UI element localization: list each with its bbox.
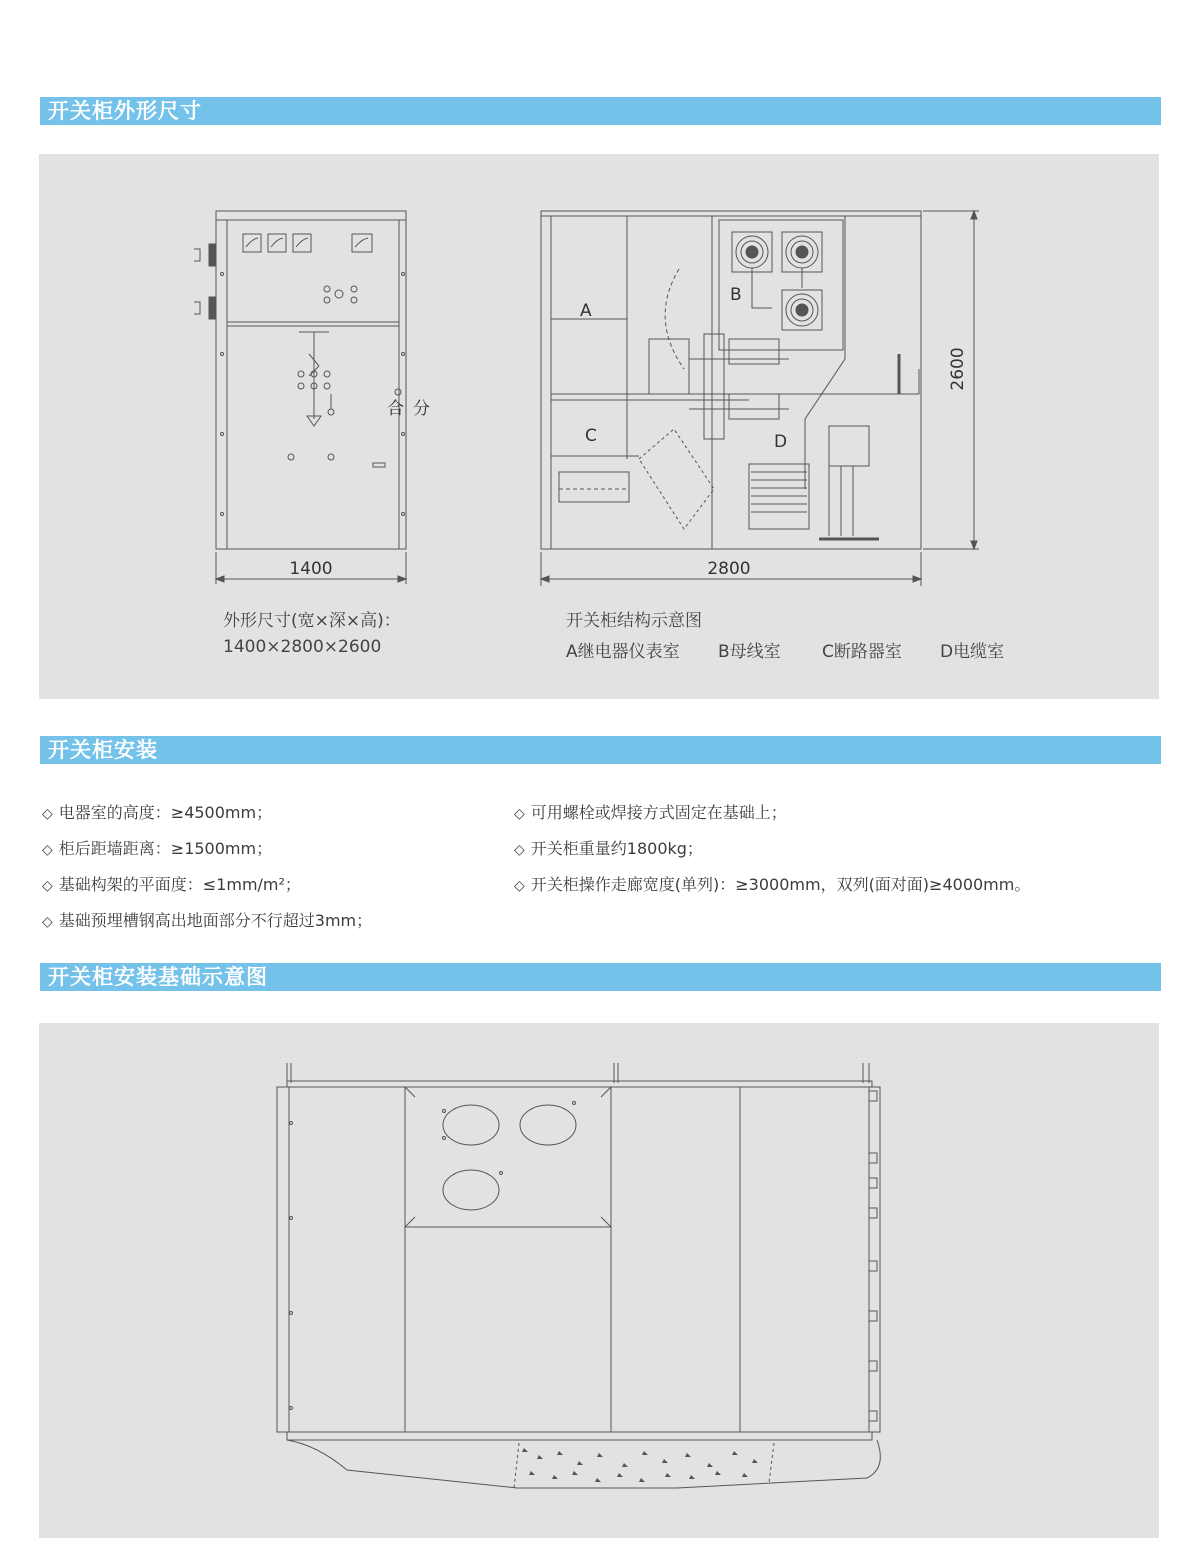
install-note: ◇ 开关柜重量约1800kg； [514,839,703,858]
legend-c: C断路器室 [822,642,902,662]
section-title: 开关柜安装基础示意图 [48,965,268,989]
foundation-panel [39,1023,1159,1538]
section-header-foundation [40,963,1161,991]
install-note: ◇ 基础构架的平面度：≤1mm/m²； [42,875,301,894]
compartment-c-label: C [585,426,597,446]
diamond-bullet-icon: ◇ [42,842,53,858]
outline-caption-value: 1400×2800×2600 [223,637,382,657]
legend-a: A继电器仪表室 [566,642,680,662]
install-note: ◇ 电器室的高度：≥4500mm； [42,803,273,822]
foundation-drawing [39,1023,1159,1538]
section-header-dimensions [40,97,1161,125]
front-view-drawing [194,211,406,584]
side-view-drawing [541,211,979,586]
switch-label-open: 分 [413,399,430,419]
diamond-bullet-icon: ◇ [42,914,53,930]
compartment-d-label: D [774,432,788,452]
height-dimension-label: 2600 [948,347,968,391]
diamond-bullet-icon: ◇ [514,878,525,894]
diamond-bullet-icon: ◇ [42,878,53,894]
switch-label-close: 合 [387,399,404,419]
section-header-install [40,736,1161,764]
section-title: 开关柜外形尺寸 [48,99,202,123]
compartment-b-label: B [730,285,742,305]
install-note: ◇ 开关柜操作走廊宽度(单列)：≥3000mm，双列(面对面)≥4000mm。 [514,875,1031,894]
legend-b: B母线室 [718,642,781,662]
install-note: ◇ 可用螺栓或焊接方式固定在基础上； [514,803,787,822]
depth-dimension-label: 2800 [707,559,751,579]
install-note: ◇ 柜后距墙距离：≥1500mm； [42,839,273,858]
section-title: 开关柜安装 [48,738,158,762]
install-note: ◇ 基础预埋槽钢高出地面部分不行超过3mm； [42,911,373,930]
legend-d: D电缆室 [940,642,1005,662]
compartment-a-label: A [580,301,592,321]
diamond-bullet-icon: ◇ [514,842,525,858]
diamond-bullet-icon: ◇ [514,806,525,822]
structure-caption-title: 开关柜结构示意图 [566,611,702,631]
diamond-bullet-icon: ◇ [42,806,53,822]
outline-caption-title: 外形尺寸(宽×深×高)： [223,611,401,631]
width-dimension-label: 1400 [289,559,333,579]
dimensions-panel [39,154,1159,699]
